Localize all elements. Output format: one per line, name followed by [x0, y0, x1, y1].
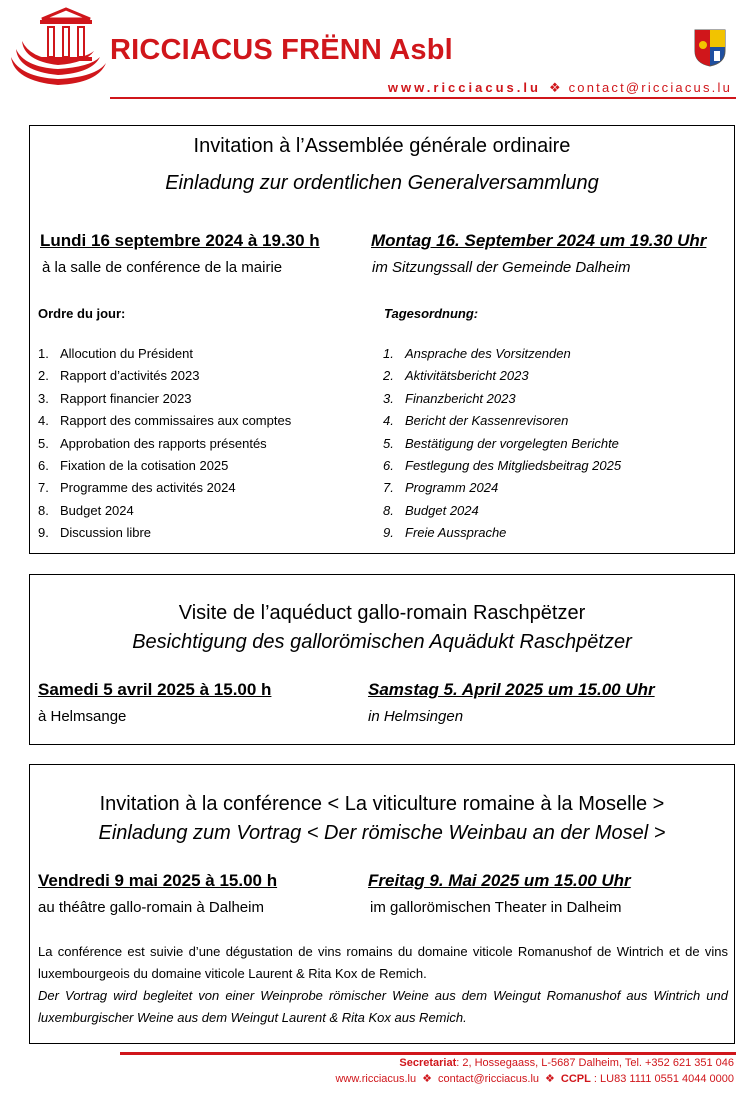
agenda-item: 2. Rapport d’activités 2023: [38, 368, 200, 384]
assembly-title-de: Einladung zur ordentlichen Generalversammlung: [165, 172, 599, 194]
agenda-item: 1. Allocution du Président: [38, 346, 193, 361]
footer-contact: [335, 1072, 734, 1085]
conference-date-de: Freitag 9. Mai 2025 um 15.00 Uhr: [368, 871, 631, 890]
agenda-list-fr: [38, 343, 291, 545]
organization-name: RICCIACUS FRËNN Asbl: [110, 34, 453, 66]
assembly-section: [29, 125, 735, 554]
secretariat-address: : 2, Hossegaass, L-5687 Dalheim, Tel. +352 621 351 046: [456, 1057, 734, 1069]
separator-icon: ❖: [422, 1073, 432, 1085]
assembly-place-de: im Sitzungssall der Gemeinde Dalheim: [372, 259, 631, 276]
conference-title-de: Einladung zum Vortrag < Der römische Weinbau an der Mosel >: [98, 822, 666, 844]
conference-place-fr: au théâtre gallo-romain à Dalheim: [38, 899, 264, 916]
header-contact-line: [388, 80, 732, 96]
temple-logo-icon: [8, 5, 108, 87]
agenda-item: 5. Bestätigung der vorgelegten Berichte: [383, 435, 619, 451]
assembly-place-fr: à la salle de conférence de la mairie: [42, 259, 283, 276]
visit-title-de: Besichtigung des gallorömischen Aquädukt Raschpëtzer: [132, 631, 632, 653]
conference-section: [29, 764, 735, 1044]
visit-date-de: Samstag 5. April 2025 um 15.00 Uhr: [368, 680, 655, 699]
agenda-item: 5. Approbation des rapports présentés: [38, 435, 267, 451]
municipal-crest-icon: [694, 29, 726, 67]
visit-date-fr: Samedi 5 avril 2025 à 15.00 h: [38, 680, 272, 699]
agenda-item: 3. Finanzbericht 2023: [383, 390, 516, 406]
conference-text-fr: La conférence est suivie d’une dégustation de vins romains du domaine viticole Romanushof de Wintrich et de vins luxembourgeois du domaine viticole Laurent & Rita Kox de Remich.: [38, 944, 728, 981]
agenda-item: 4. Bericht der Kassenrevisoren: [383, 413, 569, 429]
conference-date-fr: Vendredi 9 mai 2025 à 15.00 h: [38, 871, 278, 890]
conference-text-de: Der Vortrag wird begleitet von einer Weinprobe römischer Weine aus dem Weingut Romanushof aus Wintrich und luxemburgischer Weine aus dem Weingut Laurent & Rita Kox aus Remich.: [38, 988, 728, 1025]
assembly-date-fr: Lundi 16 septembre 2024 à 19.30 h: [40, 231, 320, 250]
agenda-item: 2. Aktivitätsbericht 2023: [383, 368, 529, 384]
ccpl-value: : LU83 1111 0551 4044 0000: [590, 1073, 734, 1085]
agenda-item: 7. Programm 2024: [383, 480, 499, 496]
agenda-item: 9. Discussion libre: [38, 525, 152, 541]
conference-title-fr: Invitation à la conférence < La viticulture romaine à la Moselle >: [99, 793, 665, 815]
agenda-item: 6. Festlegung des Mitgliedsbeitrag 2025: [383, 457, 622, 473]
header-divider: [110, 97, 736, 99]
agenda-item: 1. Ansprache des Vorsitzenden: [383, 346, 571, 361]
secretariat-label: Secretariat: [399, 1057, 457, 1069]
agenda-item: 7. Programme des activités 2024: [38, 480, 236, 496]
agenda-heading-de: Tagesordnung:: [384, 306, 479, 321]
agenda-list-de: [383, 343, 621, 545]
separator-icon: ❖: [548, 80, 561, 95]
assembly-title-fr: Invitation à l’Assemblée générale ordinaire: [193, 135, 571, 157]
agenda-item: 4. Rapport des commissaires aux comptes: [38, 413, 292, 429]
agenda-item: 3. Rapport financier 2023: [38, 390, 192, 406]
agenda-item: 8. Budget 2024: [383, 502, 479, 518]
conference-place-de: im gallorömischen Theater in Dalheim: [370, 899, 622, 916]
visit-place-de: in Helmsingen: [368, 708, 464, 725]
agenda-item: 8. Budget 2024: [38, 502, 134, 518]
visit-title-fr: Visite de l’aquéduct gallo-romain Raschpëtzer: [178, 602, 586, 624]
visit-section: [29, 574, 735, 745]
agenda-item: 6. Fixation de la cotisation 2025: [38, 457, 229, 473]
agenda-item: 9. Freie Aussprache: [383, 525, 507, 541]
agenda-heading-fr: Ordre du jour:: [38, 306, 126, 321]
assembly-date-de: Montag 16. September 2024 um 19.30 Uhr: [371, 231, 707, 250]
footer-divider: [120, 1052, 736, 1055]
footer-secretariat: [399, 1057, 734, 1069]
separator-icon: ❖: [545, 1073, 555, 1085]
visit-place-fr: à Helmsange: [38, 708, 127, 725]
footer-email-link[interactable]: contact@ricciacus.lu: [438, 1073, 540, 1085]
footer-website-link[interactable]: www.ricciacus.lu: [335, 1073, 417, 1085]
ccpl-label: CCPL: [560, 1073, 591, 1085]
header-email-link[interactable]: contact@ricciacus.lu: [568, 80, 732, 95]
header-website-link[interactable]: www.ricciacus.lu: [387, 80, 541, 95]
